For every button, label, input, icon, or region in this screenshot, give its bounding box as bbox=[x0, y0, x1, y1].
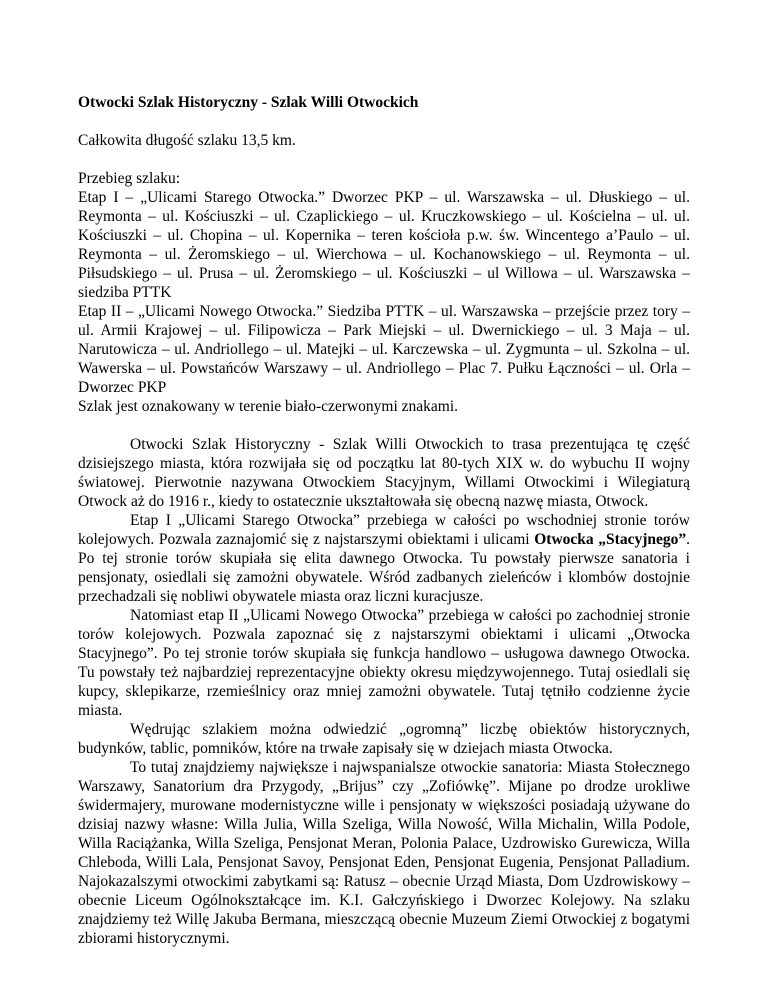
paragraph-stage-1-text-a: Etap I „Ulicami Starego Otwocka” przebiega w całości po wschodniej stronie torów kolejowych. Pozwala zaznajomić się z najstarszymi obiektami i ulicami bbox=[78, 512, 690, 548]
paragraph-stage-1-bold: Otwocka „Stacyjnego” bbox=[534, 531, 687, 548]
route-heading: Przebieg szlaku: bbox=[78, 170, 181, 187]
route-stage-2: Etap II – „Ulicami Nowego Otwocka.” Siedziba PTTK – ul. Warszawska – przejście przez tory – ul. Armii Krajowej – ul. Filipowicza – Park Miejski – ul. Dwernickiego – ul. 3 Maja – ul. Narutowicza – ul. Andriollego – ul. Matejki – ul. Karczewska – ul. Zygmunta – ul. Szkolna – ul. Wawerska – ul. Powstańców Warszawy – ul. Andriollego – Plac 7. Pułku Łączności – ul. Orla – Dworzec PKP bbox=[78, 303, 690, 396]
paragraph-stage-1 bbox=[78, 511, 690, 606]
trail-length: Całkowita długość szlaku 13,5 km. bbox=[78, 132, 296, 149]
paragraph-stage-1-text-b: . Po tej stronie torów skupiała się elita dawnego Otwocka. Tu powstały pierwsze sanatoria i pensjonaty, osiedlali się zamożni obywatele. Wśród zadbanych zieleńców i klombów dostojnie przechadzali się nobliwi obywatele miasta oraz liczni kuracjusze. bbox=[78, 531, 690, 605]
document-title: Otwocki Szlak Historyczny - Szlak Willi Otwockich bbox=[78, 94, 419, 111]
route-section bbox=[78, 169, 690, 416]
route-stage-1: Etap I – „Ulicami Starego Otwocka.” Dworzec PKP – ul. Warszawska – ul. Dłuskiego – ul. Reymonta – ul. Kościuszki – ul. Czaplickiego – ul. Kruczkowskiego – ul. Kościelna – ul. ul. Kościuszki – ul. Chopina – ul. Kopernika – teren kościoła p.w. św. Wincentego a’Paulo – ul. Reymonta – ul. Żeromskiego – ul. Wierchowa – ul. Kochanowskiego – ul. Reymonta – ul. Piłsudskiego – ul. Prusa – ul. Żeromskiego – ul. Kościuszki – ul Willowa – ul. Warszawska – siedziba PTTK bbox=[78, 189, 690, 301]
paragraph-objects: Wędrując szlakiem można odwiedzić „ogromną” liczbę obiektów historycznych, budynków, tablic, pomników, które na trwałe zapisały się w dziejach miasta Otwocka. bbox=[78, 721, 690, 757]
paragraph-stage-2: Natomiast etap II „Ulicami Nowego Otwocka” przebiega w całości po zachodniej stronie torów kolejowych. Pozwala zapoznać się z najstarszymi obiektami i ulicami „Otwocka Stacyjnego”. Po tej stronie torów skupiała się funkcja handlowo – usługowa dawnego Otwocka. Tu powstały też najbardziej reprezentacyjne obiekty okresu międzywojennego. Tutaj osiedlali się kupcy, sklepikarze, rzemieślnicy oraz mniej zamożni obywatele. Tutaj tętniło codzienne życie miasta. bbox=[78, 607, 690, 719]
route-marking: Szlak jest oznakowany w terenie biało-czerwonymi znakami. bbox=[78, 398, 459, 415]
description-section bbox=[78, 435, 690, 948]
paragraph-intro: Otwocki Szlak Historyczny - Szlak Willi Otwockich to trasa prezentująca tę część dzisiejszego miasta, która rozwijała się od początku lat 80-tych XIX w. do wybuchu II wojny światowej. Pierwotnie nazywana Otwockiem Stacyjnym, Willami Otwockimi i Wilegiaturą Otwock aż do 1916 r., kiedy to ostatecznie ukształtowała się obecną nazwę miasta, Otwock. bbox=[78, 436, 690, 510]
paragraph-sanatoria: To tutaj znajdziemy największe i najwspanialsze otwockie sanatoria: Miasta Stołecznego Warszawy, Sanatorium dra Przygody, „Brijus” czy „Zofiówkę”. Mijane po drodze urokliwe świdermajery, murowane modernistyczne wille i pensjonaty w większości posiadają używane do dzisiaj nazwy własne: Willa Julia, Willa Szeliga, Willa Nowość, Willa Michalin, Willa Podole, Willa Raciążanka, Willa Szeliga, Pensjonat Meran, Polonia Palace, Uzdrowisko Gurewicza, Willa Chleboda, Willi Lala, Pensjonat Savoy, Pensjonat Eden, Pensjonat Eugenia, Pensjonat Palladium. Najokazalszymi otwockimi zabytkami są: Ratusz – obecnie Urząd Miasta, Dom Uzdrowiskowy – obecnie Liceum Ogólnokształcące im. K.I. Gałczyńskiego i Dworzec Kolejowy. Na szlaku znajdziemy też Willę Jakuba Bermana, mieszczącą obecnie Muzeum Ziemi Otwockiej z bogatymi zbiorami historycznymi. bbox=[78, 759, 690, 947]
